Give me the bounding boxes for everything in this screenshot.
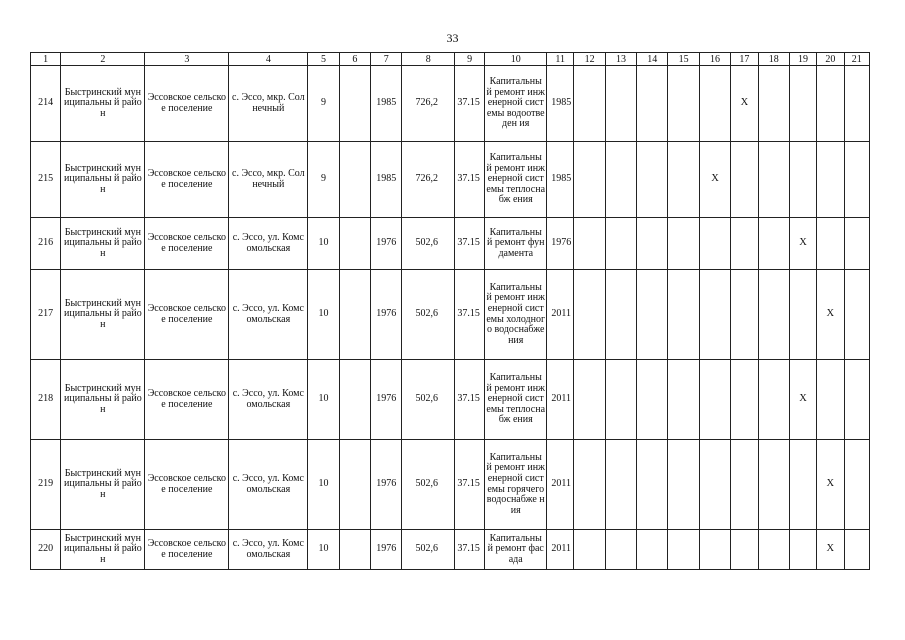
empty-cell	[637, 66, 668, 142]
settlement-cell: Эссовское сельское поселение	[145, 440, 229, 530]
empty-cell	[789, 66, 816, 142]
empty-cell	[844, 270, 870, 360]
column6-cell	[339, 440, 370, 530]
row-number-cell: 217	[31, 270, 61, 360]
row-number-cell: 220	[31, 530, 61, 570]
empty-cell	[574, 530, 605, 570]
x-mark: X	[799, 237, 807, 249]
settlement-cell: Эссовское сельское поселение	[145, 66, 229, 142]
row-number-cell: 218	[31, 360, 61, 440]
empty-cell	[699, 66, 730, 142]
column5-cell: 10	[308, 360, 339, 440]
empty-cell	[699, 270, 730, 360]
empty-cell	[758, 66, 789, 142]
empty-cell	[731, 530, 758, 570]
column-number-cell: 18	[758, 53, 789, 66]
year-cell: 1976	[371, 530, 402, 570]
column-number-cell: 15	[668, 53, 699, 66]
column-number-cell: 7	[371, 53, 402, 66]
column-number-cell: 8	[402, 53, 455, 66]
area-cell: 502,6	[402, 440, 455, 530]
empty-cell	[605, 142, 636, 218]
empty-cell	[605, 440, 636, 530]
district-cell: Быстринский муниципальны й район	[61, 142, 145, 218]
empty-cell	[817, 142, 844, 218]
work-type-cell: Капитальны й ремонт инженерной системы теплоснабж ения	[485, 360, 547, 440]
area-cell: 726,2	[402, 66, 455, 142]
area-cell: 726,2	[402, 142, 455, 218]
column6-cell	[339, 360, 370, 440]
column-number-cell: 19	[789, 53, 816, 66]
empty-cell	[789, 142, 816, 218]
column-number-cell: 11	[547, 53, 574, 66]
empty-cell	[758, 360, 789, 440]
year-cell: 1976	[371, 360, 402, 440]
column-number-cell: 9	[455, 53, 485, 66]
empty-cell	[605, 270, 636, 360]
table-row	[31, 360, 870, 440]
address-cell: с. Эссо, ул. Комсомольская	[229, 218, 308, 270]
column-number-cell: 2	[61, 53, 145, 66]
column-number-cell: 10	[485, 53, 547, 66]
area-cell: 502,6	[402, 360, 455, 440]
page-number: 33	[446, 31, 459, 45]
column11-cell: 1976	[547, 218, 574, 270]
code-cell: 37.15	[455, 360, 485, 440]
year-cell: 1976	[371, 218, 402, 270]
empty-cell	[844, 142, 870, 218]
column-number-cell: 16	[699, 53, 730, 66]
empty-cell	[789, 530, 816, 570]
column5-cell: 10	[308, 270, 339, 360]
code-cell: 37.15	[455, 142, 485, 218]
work-type-cell: Капитальны й ремонт фундамента	[485, 218, 547, 270]
column11-cell: 1985	[547, 66, 574, 142]
empty-cell	[731, 360, 758, 440]
column6-cell	[339, 66, 370, 142]
district-cell: Быстринский муниципальны й район	[61, 66, 145, 142]
work-type-cell: Капитальны й ремонт инженерной системы теплоснабж ения	[485, 142, 547, 218]
empty-cell	[758, 440, 789, 530]
column-number-row	[31, 53, 870, 66]
empty-cell	[699, 360, 730, 440]
x-mark-cell	[731, 66, 758, 142]
empty-cell	[668, 218, 699, 270]
empty-cell	[605, 218, 636, 270]
address-cell: с. Эссо, ул. Комсомольская	[229, 360, 308, 440]
table-row	[31, 270, 870, 360]
row-number-cell: 214	[31, 66, 61, 142]
empty-cell	[758, 218, 789, 270]
x-mark: X	[826, 308, 835, 320]
column-number-cell: 3	[145, 53, 229, 66]
work-type-cell: Капитальны й ремонт инженерной системы водоотведен ия	[485, 66, 547, 142]
column-number-cell: 21	[844, 53, 870, 66]
x-mark-cell	[817, 270, 844, 360]
work-type-cell: Капитальны й ремонт инженерной системы горячего водоснабже ния	[485, 440, 547, 530]
empty-cell	[844, 360, 870, 440]
district-cell: Быстринский муниципальны й район	[61, 218, 145, 270]
empty-cell	[817, 218, 844, 270]
column6-cell	[339, 218, 370, 270]
x-mark: X	[711, 173, 719, 185]
empty-cell	[844, 530, 870, 570]
settlement-cell: Эссовское сельское поселение	[145, 142, 229, 218]
empty-cell	[605, 530, 636, 570]
address-cell: с. Эссо, мкр. Солнечный	[229, 66, 308, 142]
column11-cell: 2011	[547, 530, 574, 570]
empty-cell	[844, 66, 870, 142]
x-mark-cell	[789, 218, 816, 270]
empty-cell	[699, 218, 730, 270]
code-cell: 37.15	[455, 218, 485, 270]
column-number-cell: 4	[229, 53, 308, 66]
column-number-cell: 5	[308, 53, 339, 66]
table-row	[31, 66, 870, 142]
column-number-cell: 13	[605, 53, 636, 66]
address-cell: с. Эссо, мкр. Солнечный	[229, 142, 308, 218]
settlement-cell: Эссовское сельское поселение	[145, 530, 229, 570]
empty-cell	[668, 270, 699, 360]
empty-cell	[731, 142, 758, 218]
year-cell: 1976	[371, 270, 402, 360]
code-cell: 37.15	[455, 530, 485, 570]
table-row	[31, 530, 870, 570]
year-cell: 1985	[371, 66, 402, 142]
table-row	[31, 440, 870, 530]
area-cell: 502,6	[402, 270, 455, 360]
column11-cell: 2011	[547, 270, 574, 360]
column-number-cell: 14	[637, 53, 668, 66]
empty-cell	[668, 360, 699, 440]
x-mark-cell	[817, 530, 844, 570]
column-number-cell: 17	[731, 53, 758, 66]
column11-cell: 1985	[547, 142, 574, 218]
column6-cell	[339, 142, 370, 218]
empty-cell	[668, 530, 699, 570]
year-cell: 1985	[371, 142, 402, 218]
row-number-cell: 219	[31, 440, 61, 530]
column6-cell	[339, 270, 370, 360]
address-cell: с. Эссо, ул. Комсомольская	[229, 270, 308, 360]
column5-cell: 10	[308, 530, 339, 570]
empty-cell	[637, 270, 668, 360]
empty-cell	[668, 142, 699, 218]
row-number-cell: 216	[31, 218, 61, 270]
x-mark: X	[799, 393, 807, 405]
district-cell: Быстринский муниципальны й район	[61, 360, 145, 440]
code-cell: 37.15	[455, 440, 485, 530]
empty-cell	[731, 270, 758, 360]
district-cell: Быстринский муниципальны й район	[61, 440, 145, 530]
column-number-cell: 12	[574, 53, 605, 66]
column-number-cell: 6	[339, 53, 370, 66]
column5-cell: 10	[308, 218, 339, 270]
registry-table	[30, 52, 870, 570]
empty-cell	[574, 142, 605, 218]
area-cell: 502,6	[402, 218, 455, 270]
x-mark: X	[740, 97, 749, 109]
code-cell: 37.15	[455, 66, 485, 142]
area-cell: 502,6	[402, 530, 455, 570]
empty-cell	[758, 270, 789, 360]
settlement-cell: Эссовское сельское поселение	[145, 360, 229, 440]
x-mark-cell	[699, 142, 730, 218]
empty-cell	[758, 530, 789, 570]
empty-cell	[817, 360, 844, 440]
row-number-cell: 215	[31, 142, 61, 218]
column5-cell: 9	[308, 66, 339, 142]
table-row	[31, 142, 870, 218]
x-mark-cell	[789, 360, 816, 440]
empty-cell	[637, 440, 668, 530]
column6-cell	[339, 530, 370, 570]
empty-cell	[574, 66, 605, 142]
x-mark: X	[826, 478, 835, 490]
empty-cell	[668, 440, 699, 530]
empty-cell	[637, 530, 668, 570]
settlement-cell: Эссовское сельское поселение	[145, 218, 229, 270]
work-type-cell: Капитальны й ремонт фасада	[485, 530, 547, 570]
year-cell: 1976	[371, 440, 402, 530]
empty-cell	[637, 360, 668, 440]
empty-cell	[574, 440, 605, 530]
x-mark: X	[826, 543, 835, 555]
empty-cell	[699, 440, 730, 530]
empty-cell	[844, 218, 870, 270]
district-cell: Быстринский муниципальны й район	[61, 270, 145, 360]
x-mark-cell	[817, 440, 844, 530]
district-cell: Быстринский муниципальны й район	[61, 530, 145, 570]
empty-cell	[637, 218, 668, 270]
empty-cell	[574, 270, 605, 360]
code-cell: 37.15	[455, 270, 485, 360]
empty-cell	[789, 440, 816, 530]
settlement-cell: Эссовское сельское поселение	[145, 270, 229, 360]
empty-cell	[637, 142, 668, 218]
empty-cell	[731, 440, 758, 530]
table-row	[31, 218, 870, 270]
empty-cell	[574, 218, 605, 270]
empty-cell	[605, 66, 636, 142]
empty-cell	[605, 360, 636, 440]
column11-cell: 2011	[547, 360, 574, 440]
table-body	[31, 53, 870, 570]
empty-cell	[844, 440, 870, 530]
column5-cell: 10	[308, 440, 339, 530]
empty-cell	[817, 66, 844, 142]
empty-cell	[668, 66, 699, 142]
column11-cell: 2011	[547, 440, 574, 530]
column5-cell: 9	[308, 142, 339, 218]
empty-cell	[789, 270, 816, 360]
empty-cell	[574, 360, 605, 440]
work-type-cell: Капитальны й ремонт инженерной системы холодного водоснабже ния	[485, 270, 547, 360]
address-cell: с. Эссо, ул. Комсомольская	[229, 440, 308, 530]
column-number-cell: 20	[817, 53, 844, 66]
column-number-cell: 1	[31, 53, 61, 66]
empty-cell	[758, 142, 789, 218]
address-cell: с. Эссо, ул. Комсомольская	[229, 530, 308, 570]
empty-cell	[699, 530, 730, 570]
empty-cell	[731, 218, 758, 270]
